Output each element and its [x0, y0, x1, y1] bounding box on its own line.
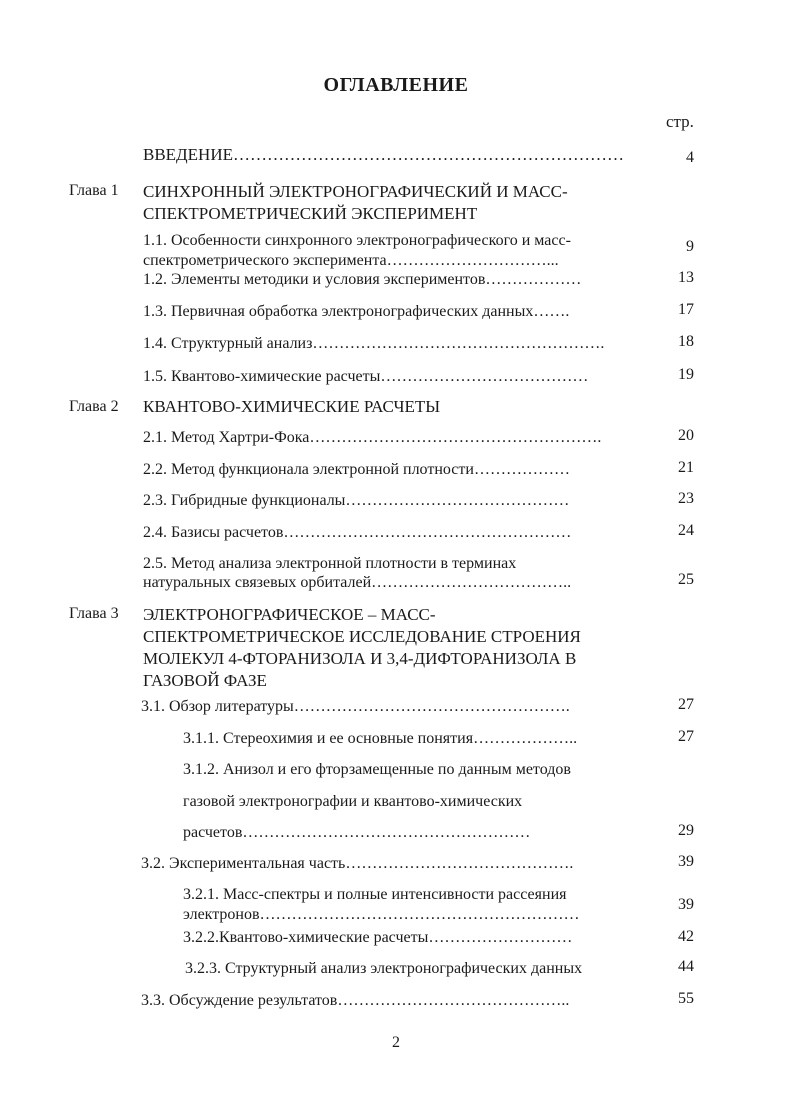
toc-page-3-2: 39	[678, 853, 694, 870]
page-column-label: стр.	[666, 112, 694, 131]
toc-entry-3-1-2-line-2: газовой электронографии и квантово-химических	[183, 793, 523, 810]
toc-entry-3-2: 3.2. Экспериментальная часть…………………………………….	[141, 855, 574, 872]
chapter-1-title-line-2: СПЕКТРОМЕТРИЧЕСКИЙ ЭКСПЕРИМЕНТ	[143, 204, 478, 223]
chapter-2-title-line-1: КВАНТОВО-ХИМИЧЕСКИЕ РАСЧЕТЫ	[143, 397, 441, 416]
toc-page-3-1-1: 27	[678, 728, 694, 745]
chapter-3-label: Глава 3	[69, 605, 119, 622]
toc-page-1-4: 18	[678, 333, 694, 350]
toc-page-3-3: 55	[678, 990, 694, 1007]
toc-page-2-3: 23	[678, 490, 694, 507]
toc-page-1-1: 9	[686, 238, 694, 255]
chapter-2-label: Глава 2	[69, 398, 119, 415]
toc-page-3-2-3: 44	[678, 958, 694, 975]
toc-entry-2-2: 2.2. Метод функционала электронной плотности………………	[143, 461, 570, 478]
toc-page-2-4: 24	[678, 522, 694, 539]
toc-page-2-5: 25	[678, 571, 694, 588]
toc-page-3-2-2: 42	[678, 928, 694, 945]
page-number: 2	[392, 1034, 400, 1051]
chapter-3-title-line-2: СПЕКТРОМЕТРИЧЕСКОЕ ИССЛЕДОВАНИЕ СТРОЕНИЯ	[143, 627, 581, 646]
toc-entry-1-4: 1.4. Структурный анализ……………………………………………….	[143, 335, 605, 352]
toc-page-3-2-1: 39	[678, 896, 694, 913]
toc-entry-1-1-line-2: спектрометрического эксперимента…………………………...	[143, 252, 559, 269]
toc-entry-2-5-line-1: 2.5. Метод анализа электронной плотности в терминах	[143, 555, 517, 572]
toc-page-3-1: 27	[678, 696, 694, 713]
toc-entry-3-2-3: 3.2.3. Структурный анализ электронографических данных	[185, 960, 583, 977]
toc-page-2-1: 20	[678, 427, 694, 444]
toc-entry-1-1-line-1: 1.1. Особенности синхронного электронографического и масс-	[143, 232, 571, 249]
chapter-1-title-line-1: СИНХРОННЫЙ ЭЛЕКТРОНОГРАФИЧЕСКИЙ И МАСС-	[143, 182, 568, 201]
toc-entry-3-2-1-line-2: электронов……………………………………………………	[183, 906, 580, 923]
toc-entry-3-2-1-line-1: 3.2.1. Масс-спектры и полные интенсивности рассеяния	[183, 886, 567, 903]
toc-entry-2-1: 2.1. Метод Хартри-Фока……………………………………………….	[143, 429, 602, 446]
toc-entry-2-5-line-2: натуральных связевых орбиталей………………………………..	[143, 574, 572, 591]
toc-entry-3-1-2-line-1: 3.1.2. Анизол и его фторзамещенные по данным методов	[183, 761, 571, 778]
toc-entry-1-3: 1.3. Первичная обработка электронографических данных…….	[143, 303, 570, 320]
toc-entry-1-2: 1.2. Элементы методики и условия экспериментов………………	[143, 271, 582, 288]
toc-entry-intro: ВВЕДЕНИЕ……………………………………………………………	[143, 145, 624, 164]
toc-entry-3-2-2: 3.2.2.Квантово-химические расчеты………………………	[183, 929, 573, 946]
toc-page-1-5: 19	[678, 366, 694, 383]
toc-entry-3-1-2-line-3: расчетов………………………………………………	[183, 824, 531, 841]
toc-entry-1-5: 1.5. Квантово-химические расчеты…………………………………	[143, 368, 589, 385]
chapter-3-title-line-1: ЭЛЕКТРОНОГРАФИЧЕСКОЕ – МАСС-	[143, 605, 436, 624]
chapter-3-title-line-4: ГАЗОВОЙ ФАЗЕ	[143, 671, 267, 690]
page-title: ОГЛАВЛЕНИЕ	[323, 74, 469, 96]
toc-page-1-2: 13	[678, 269, 694, 286]
toc-page-2-2: 21	[678, 459, 694, 476]
toc-entry-2-3: 2.3. Гибридные функционалы……………………………………	[143, 492, 570, 509]
chapter-3-title-line-3: МОЛЕКУЛ 4-ФТОРАНИЗОЛА И 3,4-ДИФТОРАНИЗОЛА В	[143, 649, 577, 668]
toc-entry-2-4: 2.4. Базисы расчетов………………………………………………	[143, 524, 572, 541]
toc-entry-3-1-1: 3.1.1. Стереохимия и ее основные понятия………………..	[183, 730, 578, 747]
toc-entry-3-3: 3.3. Обсуждение результатов……………………………………..	[141, 992, 570, 1009]
toc-entry-3-1: 3.1. Обзор литературы…………………………………………….	[141, 698, 570, 715]
chapter-1-label: Глава 1	[69, 182, 119, 199]
toc-page-3-1-2: 29	[678, 822, 694, 839]
toc-page-intro: 4	[686, 149, 694, 166]
toc-page-1-3: 17	[678, 301, 694, 318]
